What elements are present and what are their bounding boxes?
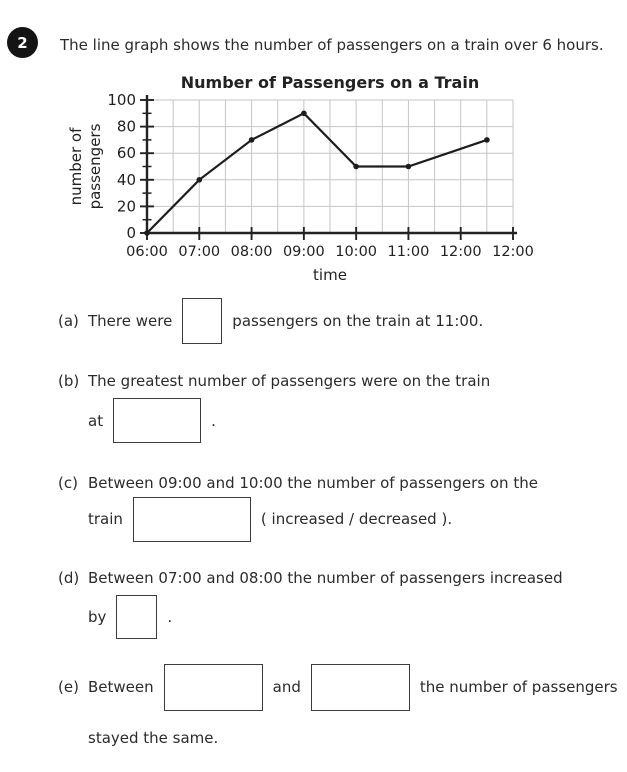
chart-axes — [146, 95, 517, 234]
chart-labels — [67, 73, 534, 284]
question-b-text-post: . — [211, 411, 216, 430]
answer-box-e2[interactable] — [311, 664, 410, 711]
svg-text:06:00: 06:00 — [126, 244, 168, 260]
question-a-text-post: passengers on the train at 11:00. — [232, 312, 484, 330]
question-c-text-post: ( increased / decreased ). — [260, 510, 453, 528]
question-d-text-line1: Between 07:00 and 08:00 the number of passengers increased — [88, 569, 563, 587]
question-d-line1 — [58, 569, 563, 587]
question-c-line1 — [58, 474, 538, 492]
question-c-label: (c) — [58, 474, 78, 492]
question-b-label: (b) — [58, 372, 80, 390]
svg-text:07:00: 07:00 — [178, 244, 221, 260]
question-d-label: (d) — [58, 569, 80, 587]
chart-xlabel: time — [313, 266, 347, 284]
svg-text:80: 80 — [116, 117, 136, 136]
chart-ylabel: number of — [67, 127, 85, 206]
question-c-line2 — [88, 496, 452, 542]
question-c-text-pre: train — [88, 510, 123, 528]
question-e-text-line2: stayed the same. — [88, 729, 219, 747]
chart-ylabel: passengers — [86, 123, 104, 210]
question-e-line1 — [58, 663, 618, 711]
question-b-line2 — [88, 398, 216, 443]
chart-data-point — [197, 177, 203, 183]
svg-text:12:00: 12:00 — [439, 244, 482, 260]
question-e-text-pre: Between — [88, 678, 154, 696]
svg-text:20: 20 — [116, 197, 136, 216]
line-chart — [40, 66, 540, 298]
question-d-text-post: . — [167, 608, 173, 626]
svg-text:40: 40 — [116, 170, 136, 189]
question-c-text-line1: Between 09:00 and 10:00 the number of passengers on the — [88, 474, 538, 492]
question-intro-text: The line graph shows the number of passengers on a train over 6 hours. — [60, 36, 604, 54]
question-e-text-post: the number of passengers — [419, 678, 618, 696]
svg-text:10:00: 10:00 — [335, 244, 378, 260]
question-a-label: (a) — [58, 312, 79, 330]
answer-box-c[interactable] — [133, 497, 251, 542]
chart-data-point — [249, 137, 255, 143]
svg-text:11:00: 11:00 — [387, 244, 430, 260]
chart-data-point — [301, 111, 307, 117]
svg-text:0: 0 — [126, 224, 136, 242]
svg-text:12:00: 12:00 — [492, 244, 534, 260]
question-e-label: (e) — [58, 678, 79, 696]
answer-box-a[interactable] — [182, 298, 222, 344]
chart-gridlines — [147, 100, 513, 233]
question-d-text-pre: by — [88, 608, 107, 626]
svg-text:09:00: 09:00 — [282, 244, 325, 260]
svg-text:08:00: 08:00 — [230, 244, 273, 260]
chart-data-point — [406, 164, 412, 170]
answer-box-b[interactable] — [113, 398, 201, 443]
question-b-line1 — [58, 372, 490, 390]
chart-ticks — [140, 100, 513, 240]
question-number-badge: 2 — [7, 27, 38, 58]
question-a-text-pre: There were — [88, 312, 173, 330]
chart-data-point — [484, 137, 490, 143]
question-b-text-pre: at — [88, 411, 104, 430]
question-a — [58, 297, 483, 345]
svg-text:100: 100 — [107, 91, 136, 109]
chart-data-point — [144, 230, 150, 236]
question-d-line2 — [88, 595, 172, 639]
answer-box-d[interactable] — [116, 595, 157, 639]
chart-data-point — [353, 164, 359, 170]
chart-series-line — [147, 113, 487, 233]
question-e-text-mid: and — [272, 678, 301, 696]
chart-title: Number of Passengers on a Train — [180, 73, 480, 92]
svg-text:60: 60 — [116, 144, 136, 163]
answer-box-e1[interactable] — [164, 664, 263, 711]
question-e-line2 — [88, 729, 218, 747]
question-b-text-line1: The greatest number of passengers were on the train — [88, 372, 491, 390]
